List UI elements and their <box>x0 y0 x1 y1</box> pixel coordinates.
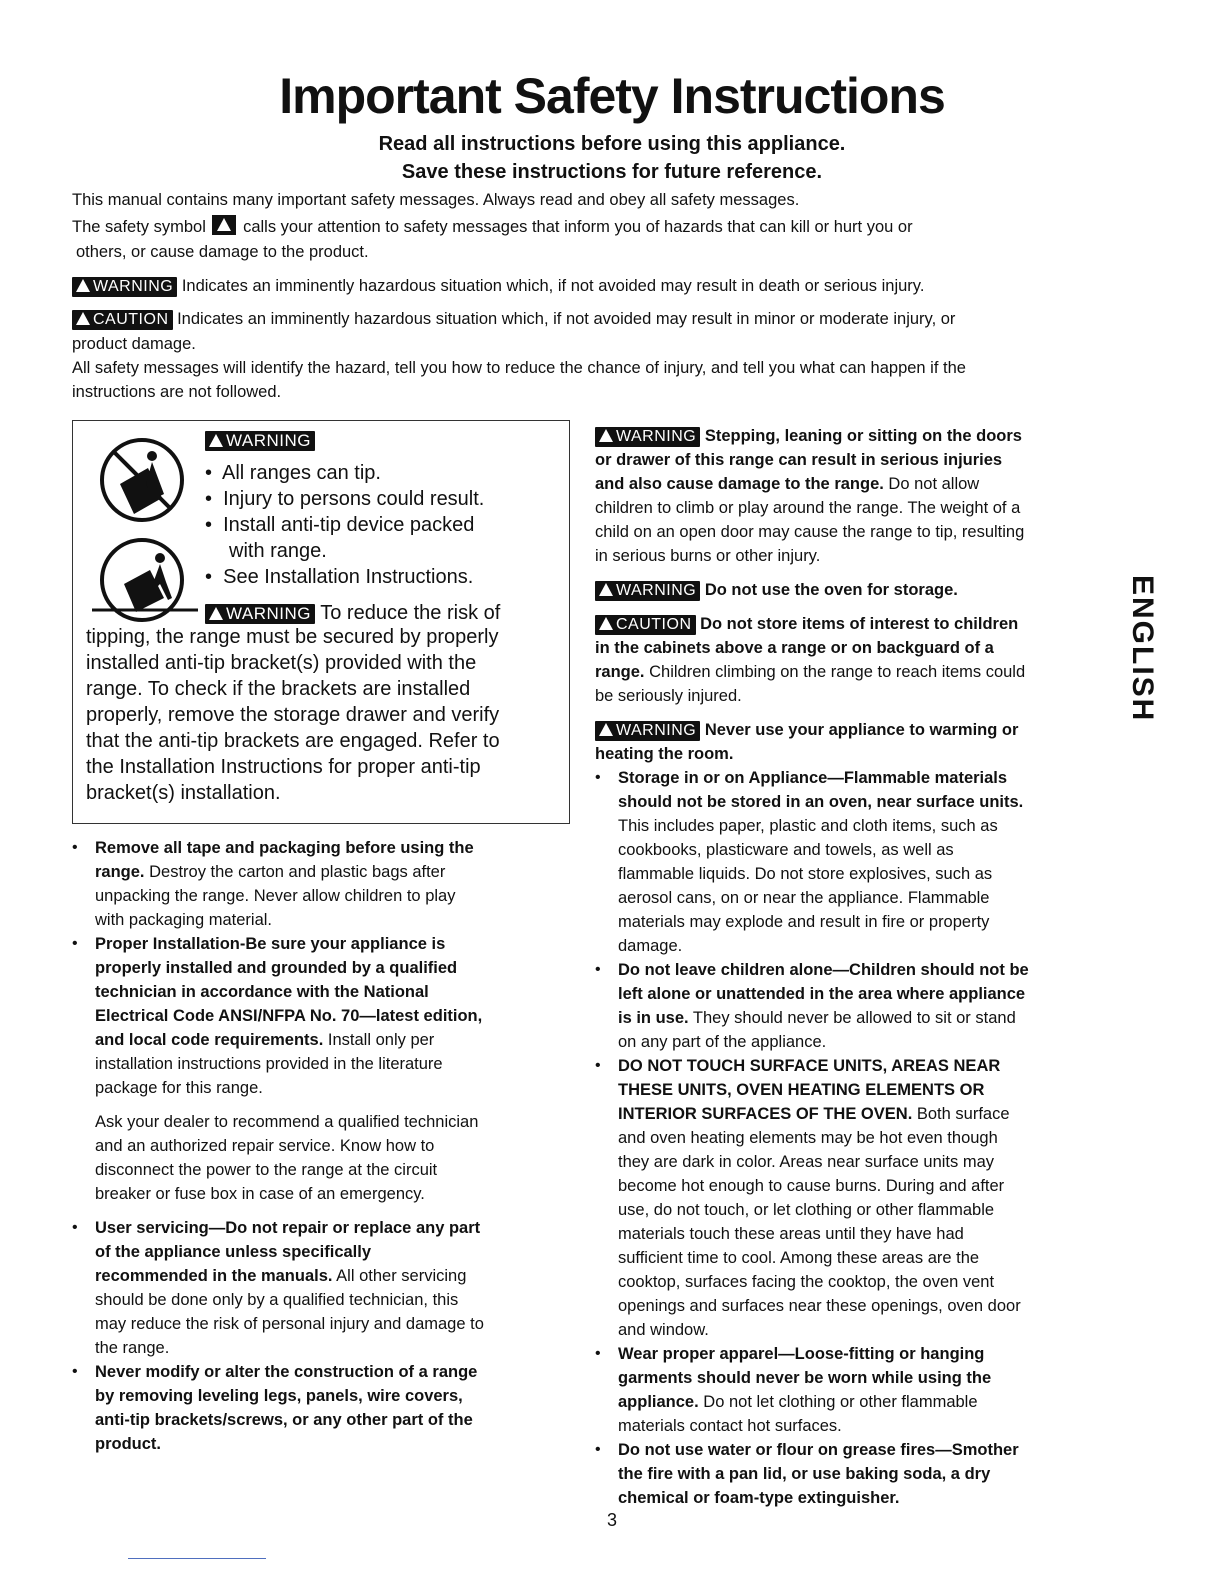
warning-badge: WARNING <box>595 427 700 447</box>
warning-storage: WARNING Do not use the oven for storage. <box>595 578 1120 602</box>
all-messages-line-2: instructions are not followed. <box>72 383 282 401</box>
page-title: Important Safety Instructions <box>279 68 945 124</box>
list-item-user-servicing: User servicing—Do not repair or replace any part of the appliance unless specifically recommended in the manuals. All other servicing should be done only by a qualified technician, this may reduce the risk of personal injury and damage to the range. <box>95 1219 484 1357</box>
intro-line-1: This manual contains many important safety messages. Always read and obey all safety messages. <box>72 191 800 209</box>
alert-triangle-icon <box>599 429 613 442</box>
list-item-apparel: Wear proper apparel—Loose-fitting or hanging garments should never be worn while using the appliance. Do not let clothing or other flammable materials contact hot surfaces. <box>618 1345 992 1435</box>
alert-triangle-icon <box>212 215 236 235</box>
box-bullet-1: • All ranges can tip. <box>205 462 381 484</box>
all-messages-line-1: All safety messages will identify the hazard, tell you how to reduce the chance of injury, and tell you what can happen if the <box>72 359 966 377</box>
box-bullet-3b: with range. <box>229 540 327 562</box>
side-tab-english: ENGLISH <box>1126 575 1159 723</box>
page-number: 3 <box>606 1510 617 1530</box>
list-item-installation: Proper Installation-Be sure your appliance is properly installed and grounded by a qualified technician in accordance with the National Electrical Code ANSI/NFPA No. 70—latest edition, and local code requirements. Install only per installation instructions provided in the literature package for this range. <box>95 935 483 1097</box>
warning-def-text: Indicates an imminently hazardous situation which, if not avoided may result in death or serious injury. <box>181 277 925 295</box>
ask-dealer-paragraph: Ask your dealer to recommend a qualified technician and an authorized repair service. Know how to disconnect the power to the range at the circuit breaker or fuse box in case of an emergency. <box>95 1113 479 1203</box>
list-item-tape: Remove all tape and packaging before using the range. Destroy the carton and plastic bags after unpacking the range. Never allow children to play with packaging material. <box>95 839 474 929</box>
subtitle-read: Read all instructions before using this appliance. <box>378 133 846 155</box>
box-bullet-3: • Install anti-tip device packed <box>205 514 475 536</box>
warning-stepping: WARNING Stepping, leaning or sitting on the doors or drawer of this range can result in serious injuries and also cause damage to the range. Do not allow children to climb or play around the range. The weight of a child on an open door may cause the range to tip, resulting in serious burns or other injury. <box>595 427 1025 565</box>
list-item-do-not-touch: DO NOT TOUCH SURFACE UNITS, AREAS NEAR THESE UNITS, OVEN HEATING ELEMENTS OR INTERIOR SURFACES OF THE OVEN. Both surface and oven heating elements may be hot even though they are dark in color. Areas near surface units may become hot enough to cause burns. During and after use, do not touch, or let clothing or other flammable materials touch these areas until they have had sufficient time to cool. Among these areas are the cooktop, surfaces facing the cooktop, the oven vent openings and surfaces near these openings, oven door and window. <box>618 1057 1021 1339</box>
subtitle-save: Save these instructions for future reference. <box>401 161 823 183</box>
warning-badge: WARNING <box>595 581 700 601</box>
list-item-never-modify: Never modify or alter the construction of a range by removing leveling legs, panels, wire covers, anti-tip brackets/screws, or any other part of the product. <box>95 1363 478 1453</box>
alert-triangle-icon <box>76 312 90 325</box>
box-bullet-4: • See Installation Instructions. <box>205 566 474 588</box>
alert-triangle-icon <box>76 279 90 292</box>
warning-definition <box>72 274 1152 298</box>
left-column: • Remove all tape and packaging before using the range. Destroy the carton and plastic bags after unpacking the range. Never allow children to play with packaging material. • Proper Installation-Be sure your appliance is properly installed and grounded by a qualified technician in accordance with the National Electrical Code ANSI/NFPA No. 70—latest edition, and local code requirements. Install only per installation instructions provided in the literature package for this range. Ask your dealer to recommend a qualified technician and an authorized repair service. Know how to disconnect the power to the range at the circuit breaker or fuse box in case of an emergency. • User servicing—Do not repair or replace any part of the appliance unless specifically recommended in the manuals. All other servicing should be done only by a qualified technician, this may reduce the risk of personal injury and damage to the range. • Never modify or alter the construction of a range by removing leveling legs, panels, wire covers, anti-tip brackets/screws, or any other part of the product. <box>72 836 572 1456</box>
box-bullet-2: • Injury to persons could result. <box>205 488 485 510</box>
intro-line-2-pre: The safety symbol <box>72 218 206 236</box>
box-text-4: range. To check if the brackets are installed <box>86 678 471 700</box>
list-item-grease-fires: Do not use water or flour on grease fires—Smother the fire with a pan lid, or use baking soda, a dry chemical or foam-type extinguisher. <box>618 1441 1019 1507</box>
box-text-8: bracket(s) installation. <box>86 782 281 804</box>
intro-line-2-post: calls your attention to safety messages that inform you of hazards that can kill or hurt you or <box>243 218 913 236</box>
box-text-6: that the anti-tip brackets are engaged. Refer to <box>86 730 500 752</box>
warning-heating: WARNING Never use your appliance to warming or heating the room. <box>595 721 1019 763</box>
box-warning-badge-1: WARNING <box>205 431 315 451</box>
intro-line-3: others, or cause damage to the product. <box>76 243 369 261</box>
box-text-5: properly, remove the storage drawer and verify <box>86 704 500 726</box>
alert-triangle-icon <box>209 434 223 447</box>
alert-triangle-icon <box>599 583 613 596</box>
caution-badge: CAUTION <box>72 310 173 330</box>
box-text-7: the Installation Instructions for proper anti-tip <box>86 756 481 778</box>
box-text-2: tipping, the range must be secured by properly <box>86 626 499 648</box>
warning-badge: WARNING <box>595 721 700 741</box>
alert-triangle-icon <box>599 617 613 630</box>
caution-badge: CAUTION <box>595 615 696 635</box>
caution-def-line-2: product damage. <box>72 335 196 353</box>
no-tip-icon <box>90 432 202 632</box>
alert-triangle-icon <box>599 723 613 736</box>
box-text-3: installed anti-tip bracket(s) provided with the <box>86 652 477 674</box>
intro-line-2 <box>72 215 1152 239</box>
footer-rule <box>128 1558 266 1559</box>
warning-badge: WARNING <box>72 277 177 297</box>
caution-def-text: Indicates an imminently hazardous situation which, if not avoided may result in minor or moderate injury, or <box>177 310 956 328</box>
alert-triangle-icon <box>209 607 223 620</box>
caution-children: CAUTION Do not store items of interest to children in the cabinets above a range or on backguard of a range. Children climbing on the range to reach items could be seriously injured. <box>595 615 1026 705</box>
list-item-storage: Storage in or on Appliance—Flammable materials should not be stored in an oven, near surface units. This includes paper, plastic and cloth items, such as cookbooks, plasticware and towels, as well as flammable liquids. Do not store explosives, such as aerosol cans, on or near the appliance. Flammable materials may explode and result in fire or property damage. <box>618 769 1024 955</box>
right-column: WARNING Stepping, leaning or sitting on the doors or drawer of this range can result in serious injuries and also cause damage to the range. Do not allow children to climb or play around the range. The weight of a child on an open door may cause the range to tip, resulting in serious burns or other injury. WARNING Do not use the oven for storage. CAUTION Do not store items of interest to children in the cabinets above a range or on backguard of a range. Children climbing on the range to reach items could be seriously injured. WARNING Never use your appliance to warming or heating the room. • Storage in or on Appliance—Flammable materials should not be stored in an oven, near surface units. This includes paper, plastic and cloth items, such as cookbooks, plasticware and towels, as well as flammable liquids. Do not store explosives, such as aerosol cans, on or near the appliance. Flammable materials may explode and result in fire or property damage. • Do not leave children alone—Children should not be left alone or unattended in the area where appliance is in use. They should never be allowed to sit or stand on any part of the appliance. • DO NOT TOUCH SURFACE UNITS, AREAS NEAR THESE UNITS, OVEN HEATING ELEMENTS OR INTERIOR SURFACES OF THE OVEN. Both surface and oven heating elements may be hot even though they are dark in color. Areas near surface units may become hot enough to cause burns. During and after use, do not touch, or let clothing or other flammable materials touch these areas until they have had sufficient time to cool. Among these areas are the cooktop, surfaces facing the cooktop, the oven vent openings and surfaces near these openings, oven door and window. • Wear proper apparel—Loose-fitting or hanging garments should never be worn while using the appliance. Do not let clothing or other flammable materials contact hot surfaces. • Do not use water or flour on grease fires—Smother the fire with a pan lid, or use baking soda, a dry chemical or foam-type extinguisher. <box>595 424 1120 1510</box>
caution-definition <box>72 307 1152 331</box>
box-warning-2: WARNING To reduce the risk of <box>205 600 500 626</box>
list-item-children-alone: Do not leave children alone—Children should not be left alone or unattended in the area where appliance is in use. They should never be allowed to sit or stand on any part of the appliance. <box>618 961 1029 1051</box>
